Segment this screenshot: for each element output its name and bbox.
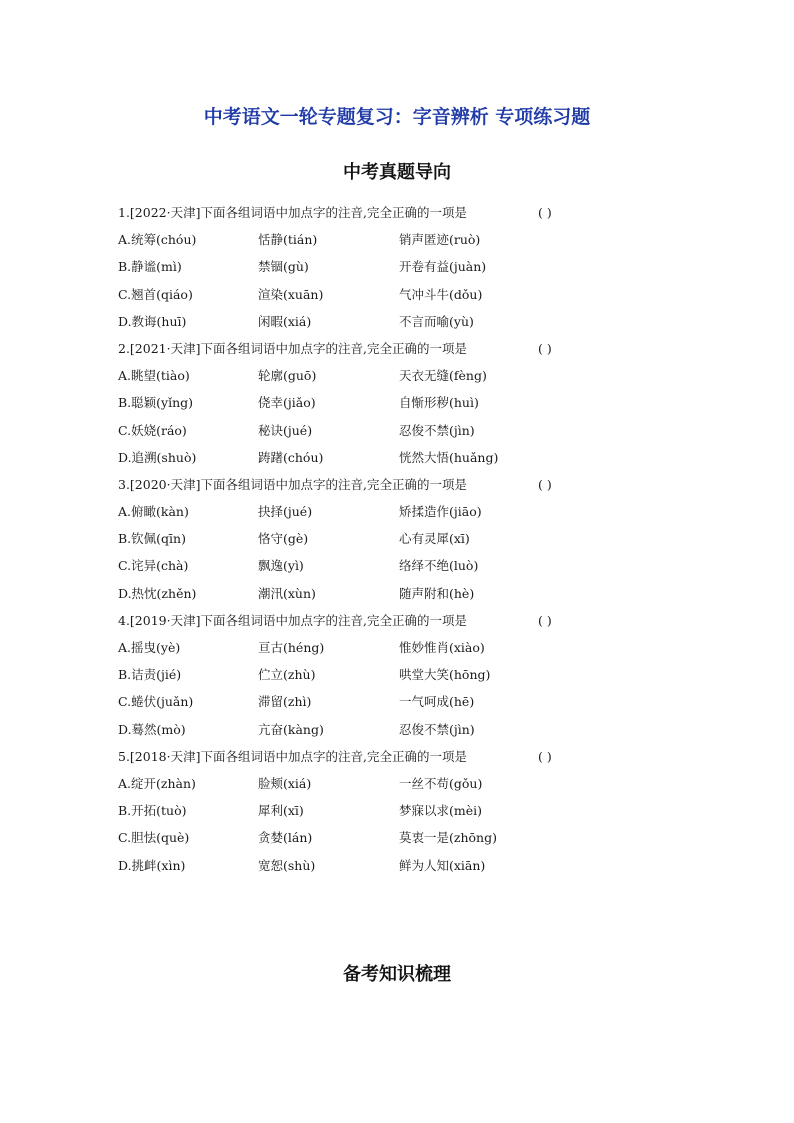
option-row [118,828,598,855]
question-text: 1.[2022·天津]下面各组词语中加点字的注音,完全正确的一项是 [118,205,467,220]
option-word: 抉择(jué) [258,504,313,520]
option-word: 亢奋(kàng) [258,721,324,737]
option-word: 不言而喻(yù) [399,313,474,329]
option-word: 宽恕(shù) [258,857,316,873]
option-word: 禁锢(gù) [258,259,309,275]
option-word: C.蜷伏(juǎn) [118,694,194,710]
option-row [118,230,598,257]
option-word: B.钦佩(qīn) [118,531,186,547]
option-row [118,257,598,284]
option-word: A.绽开(zhàn) [118,775,196,791]
question-stem [118,611,598,638]
question-text: 4.[2019·天津]下面各组词语中加点字的注音,完全正确的一项是 [118,612,467,628]
option-word: A.统筹(chóu) [118,232,197,248]
option-word: 滞留(zhì) [258,694,312,710]
option-row [118,774,598,801]
option-word: 哄堂大笑(hōng) [399,667,491,683]
question-text: 5.[2018·天津]下面各组词语中加点字的注音,完全正确的一项是 [118,748,467,764]
option-word: 矫揉造作(jiāo) [399,504,482,520]
option-row [118,502,598,529]
option-row [118,285,598,312]
option-row [118,638,598,665]
option-word: C.诧异(chà) [118,558,189,574]
option-word: 亘古(héng) [258,640,325,655]
option-word: 恍然大悟(huǎng) [399,449,499,465]
option-word: C.妖娆(ráo) [118,422,187,438]
option-word: 潮汛(xùn) [258,585,316,601]
option-word: D.教诲(huī) [118,313,187,329]
answer-parentheses: ( ) [538,612,552,628]
option-word: B.开拓(tuò) [118,803,187,819]
option-word: 渲染(xuān) [258,286,324,302]
option-word: 伫立(zhù) [258,667,316,683]
option-row [118,366,598,393]
option-word: 贪婪(lán) [258,830,313,846]
option-row [118,312,598,339]
option-word: 销声匿迹(ruò) [399,232,481,248]
option-word: C.胆怯(què) [118,830,190,846]
option-word: D.挑衅(xìn) [118,857,186,873]
option-word: 鲜为人知(xiān) [399,857,486,873]
answer-parentheses: ( ) [538,340,552,356]
option-word: 犀利(xī) [258,803,304,819]
option-word: 轮廓(guō) [258,368,317,384]
questions-list [118,203,598,883]
option-word: D.追溯(shuò) [118,449,197,465]
question-text: 2.[2021·天津]下面各组词语中加点字的注音,完全正确的一项是 [118,340,467,356]
option-word: D.蓦然(mò) [118,721,186,737]
question-stem [118,203,598,230]
option-word: 恪守(gè) [258,531,309,547]
option-row [118,665,598,692]
option-word: 惟妙惟肖(xiào) [399,640,485,655]
option-row [118,448,598,475]
option-row [118,692,598,719]
option-word: 梦寐以求(mèi) [399,803,483,819]
option-word: 络绎不绝(luò) [399,558,479,574]
option-row [118,720,598,747]
option-row [118,529,598,556]
option-word: 忍俊不禁(jìn) [399,721,475,737]
option-word: D.热忱(zhěn) [118,585,197,601]
option-row [118,584,598,611]
option-word: A.眺望(tiào) [118,368,190,384]
option-row [118,801,598,828]
option-row [118,556,598,583]
option-word: 一气呵成(hē) [399,694,475,710]
option-word: 气冲斗牛(dǒu) [399,286,483,302]
answer-parentheses: ( ) [538,205,552,220]
option-word: 恬静(tián) [258,232,318,248]
option-row [118,421,598,448]
option-row [118,856,598,883]
option-word: A.摇曳(yè) [118,640,181,655]
option-row [118,393,598,420]
option-word: 闲暇(xiá) [258,313,312,329]
option-word: 秘诀(jué) [258,422,313,438]
question-stem [118,747,598,774]
question-text: 3.[2020·天津]下面各组词语中加点字的注音,完全正确的一项是 [118,476,467,492]
option-word: 自惭形秽(huì) [399,395,479,411]
option-word: 心有灵犀(xī) [399,531,470,547]
document-title: 中考语文一轮专题复习：字音辨析 专项练习题 [203,106,591,128]
section-heading-exam-questions: 中考真题导向 [343,162,451,183]
question-stem [118,475,598,502]
option-word: 脸颊(xiá) [258,775,312,791]
option-word: 随声附和(hè) [399,585,475,601]
option-word: 忍俊不禁(jìn) [399,422,475,438]
option-word: 开卷有益(juàn) [399,259,487,275]
option-word: 飘逸(yì) [258,558,304,574]
option-word: C.翘首(qiáo) [118,286,193,302]
option-word: A.俯瞰(kàn) [118,504,189,520]
option-word: B.诘责(jié) [118,667,182,683]
option-word: 一丝不苟(gǒu) [399,775,483,791]
question-stem [118,339,598,366]
section-heading-knowledge-review: 备考知识梳理 [343,964,451,985]
answer-parentheses: ( ) [538,476,552,492]
option-word: B.静谧(mì) [118,259,182,275]
option-word: 踌躇(chóu) [258,449,324,465]
option-word: 天衣无缝(fèng) [399,368,487,384]
option-word: 侥幸(jiǎo) [258,395,316,411]
option-word: 莫衷一是(zhōng) [399,830,497,846]
answer-parentheses: ( ) [538,748,552,764]
option-word: B.聪颖(yǐng) [118,395,194,411]
